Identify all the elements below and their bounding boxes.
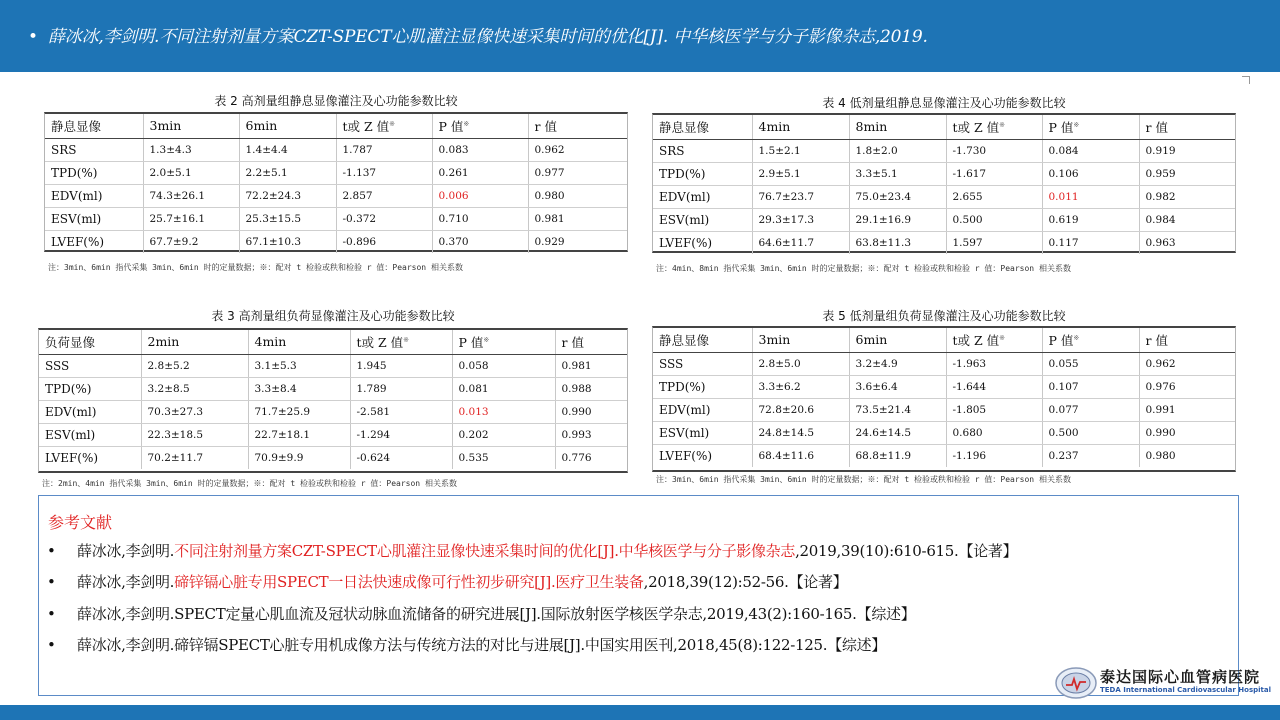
reference-title-highlight: 碲锌镉心脏专用SPECT一日法快速成像可行性初步研究[J].医疗卫生装备	[174, 573, 644, 591]
table-row: SRS 1.5±2.1 1.8±2.0 -1.730 0.084 0.919	[653, 139, 1235, 162]
table-5	[652, 306, 1236, 491]
table-row: TPD(%) 3.3±6.2 3.6±6.4 -1.644 0.107 0.976	[653, 375, 1235, 398]
references-heading: 参考文献	[48, 513, 113, 532]
table-row: EDV(ml) 70.3±27.3 71.7±25.9 -2.581 0.013 0.990	[39, 400, 627, 423]
footnote-mark: ※	[999, 333, 1006, 342]
footnote-mark: ※	[403, 335, 410, 344]
col-header: 4min	[752, 115, 849, 139]
footnote-mark: ※	[1073, 333, 1080, 342]
col-header: t或 Z 值※	[350, 330, 452, 354]
table-caption: 表 2 高剂量组静息显像灌注及心功能参数比较	[214, 94, 458, 108]
col-header: 3min	[752, 328, 849, 352]
title-text: 薛冰冰,李剑明.不同注射剂量方案CZT-SPECT心肌灌注显像快速采集时间的优化[J]. 中华核医学与分子影像杂志,2019.	[48, 27, 928, 47]
table-note: 注：4min、8min 指代采集 3min、6min 时的定量数据；※：配对 t 检验或秩和检验 r 值：Pearson 相关系数	[656, 264, 1071, 273]
title-bullet: •	[28, 27, 38, 47]
table-note: 注：3min、6min 指代采集 3min、6min 时的定量数据；※：配对 t 检验或秩和检验 r 值：Pearson 相关系数	[48, 263, 463, 272]
reference-item: • 薛冰冰,李剑明.SPECT定量心肌血流及冠状动脉血流储备的研究进展[J].国际放射医学核医学杂志,2019,43(2):160-165.【综述】	[47, 605, 916, 623]
slide-title	[28, 22, 928, 47]
corner-mark	[1242, 76, 1250, 84]
reference-title-highlight: 不同注射剂量方案CZT-SPECT心肌灌注显像快速采集时间的优化[J].中华核医学与分子影像杂志	[174, 542, 796, 560]
table-row: SSS 2.8±5.0 3.2±4.9 -1.963 0.055 0.962	[653, 352, 1235, 375]
table-note: 注：3min、6min 指代采集 3min、6min 时的定量数据；※：配对 t 检验或秩和检验 r 值：Pearson 相关系数	[656, 475, 1071, 484]
col-header: P 值※	[452, 330, 555, 354]
col-header: r 值	[1139, 328, 1235, 352]
table-caption: 表 5 低剂量组负荷显像灌注及心功能参数比较	[822, 309, 1066, 323]
col-header: r 值	[528, 114, 627, 138]
footnote-mark: ※	[463, 119, 470, 128]
table-row: TPD(%) 2.9±5.1 3.3±5.1 -1.617 0.106 0.959	[653, 162, 1235, 185]
col-header: 静息显像	[653, 328, 752, 352]
table-row: ESV(ml) 22.3±18.5 22.7±18.1 -1.294 0.202 0.993	[39, 423, 627, 446]
col-header: r 值	[555, 330, 627, 354]
col-header: P 值※	[1042, 115, 1139, 139]
col-header: 静息显像	[653, 115, 752, 139]
table-row: ESV(ml) 29.3±17.3 29.1±16.9 0.500 0.619 0.984	[653, 208, 1235, 231]
table-caption: 表 3 高剂量组负荷显像灌注及心功能参数比较	[211, 309, 455, 323]
significant-p-value: 0.006	[432, 184, 528, 207]
col-header: t或 Z 值※	[946, 328, 1042, 352]
table-row: LVEF(%) 68.4±11.6 68.8±11.9 -1.196 0.237 0.980	[653, 444, 1235, 467]
footnote-mark: ※	[389, 119, 396, 128]
hospital-name-cn: 泰达国际心血管病医院	[1100, 668, 1261, 686]
table-row: LVEF(%) 64.6±11.7 63.8±11.3 1.597 0.117 0.963	[653, 231, 1235, 254]
data-table	[653, 328, 1235, 467]
col-header: r 值	[1139, 115, 1235, 139]
table-3	[38, 306, 628, 491]
col-header: 静息显像	[45, 114, 143, 138]
table-row: EDV(ml) 74.3±26.1 72.2±24.3 2.857 0.006 0.980	[45, 184, 627, 207]
col-header: t或 Z 值※	[946, 115, 1042, 139]
col-header: 负荷显像	[39, 330, 141, 354]
table-row: LVEF(%) 70.2±11.7 70.9±9.9 -0.624 0.535 0.776	[39, 446, 627, 469]
col-header: 3min	[143, 114, 239, 138]
reference-item: • 薛冰冰,李剑明.碲锌镉心脏专用SPECT一日法快速成像可行性初步研究[J].医疗卫生装备,2018,39(12):52-56.【论著】	[47, 573, 848, 591]
reference-item: • 薛冰冰,李剑明.碲锌镉SPECT心脏专用机成像方法与传统方法的对比与进展[J].中国实用医刊,2018,45(8):122-125.【综述】	[47, 636, 887, 654]
footer-bar	[0, 705, 1280, 720]
col-header: 6min	[239, 114, 336, 138]
col-header: 6min	[849, 328, 946, 352]
table-row: LVEF(%) 67.7±9.2 67.1±10.3 -0.896 0.370 0.929	[45, 230, 627, 253]
table-row: SRS 1.3±4.3 1.4±4.4 1.787 0.083 0.962	[45, 138, 627, 161]
table-row: TPD(%) 2.0±5.1 2.2±5.1 -1.137 0.261 0.977	[45, 161, 627, 184]
footnote-mark: ※	[1073, 120, 1080, 129]
table-row: ESV(ml) 24.8±14.5 24.6±14.5 0.680 0.500 0.990	[653, 421, 1235, 444]
table-row: ESV(ml) 25.7±16.1 25.3±15.5 -0.372 0.710 0.981	[45, 207, 627, 230]
table-4	[652, 92, 1236, 277]
significant-p-value: 0.013	[452, 400, 555, 423]
table-row: SSS 2.8±5.2 3.1±5.3 1.945 0.058 0.981	[39, 354, 627, 377]
hospital-name-en: TEDA International Cardiovascular Hospital	[1100, 686, 1272, 694]
table-row: TPD(%) 3.2±8.5 3.3±8.4 1.789 0.081 0.988	[39, 377, 627, 400]
data-table	[39, 330, 627, 469]
col-header: 4min	[248, 330, 350, 354]
table-note: 注：2min、4min 指代采集 3min、6min 时的定量数据；※：配对 t 检验或秩和检验 r 值：Pearson 相关系数	[42, 479, 457, 488]
data-table	[653, 115, 1235, 254]
significant-p-value: 0.011	[1042, 185, 1139, 208]
table-2	[44, 92, 628, 277]
table-caption: 表 4 低剂量组静息显像灌注及心功能参数比较	[822, 96, 1066, 110]
footnote-mark: ※	[999, 120, 1006, 129]
data-table	[45, 114, 627, 253]
table-row: EDV(ml) 76.7±23.7 75.0±23.4 2.655 0.011 0.982	[653, 185, 1235, 208]
hospital-emblem-icon	[1054, 666, 1098, 700]
table-row: EDV(ml) 72.8±20.6 73.5±21.4 -1.805 0.077 0.991	[653, 398, 1235, 421]
hospital-logo	[1052, 664, 1272, 704]
col-header: 8min	[849, 115, 946, 139]
col-header: 2min	[141, 330, 248, 354]
reference-item: • 薛冰冰,李剑明.不同注射剂量方案CZT-SPECT心肌灌注显像快速采集时间的优化[J].中华核医学与分子影像杂志,2019,39(10):610-615.【论著】	[47, 542, 1018, 560]
col-header: P 值※	[432, 114, 528, 138]
col-header: t或 Z 值※	[336, 114, 432, 138]
col-header: P 值※	[1042, 328, 1139, 352]
footnote-mark: ※	[483, 335, 490, 344]
